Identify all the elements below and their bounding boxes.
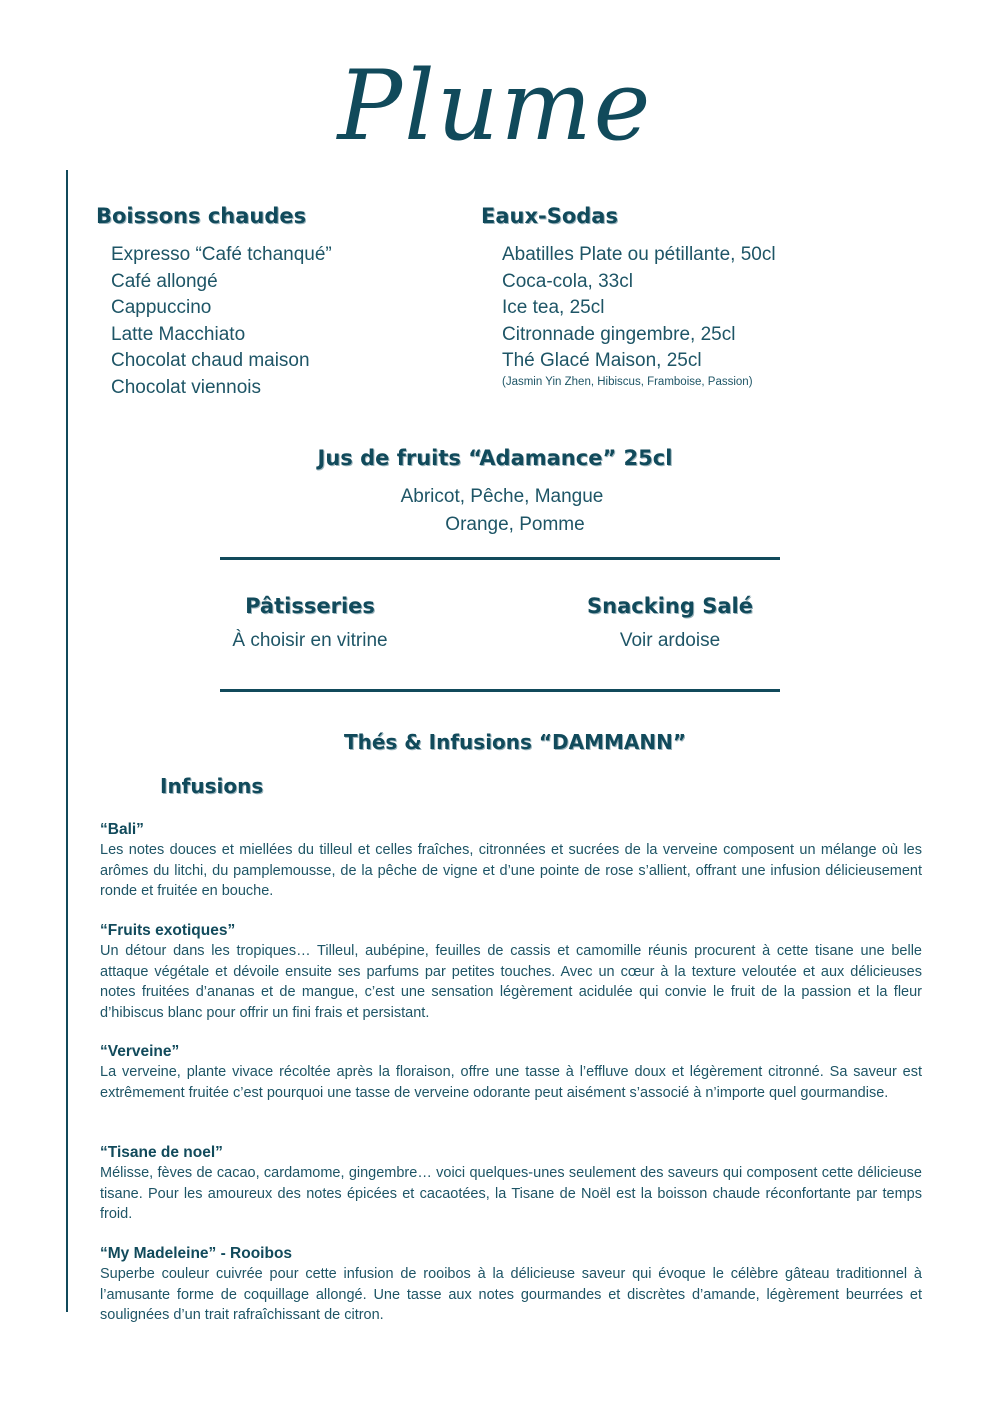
hot-drinks-title: Boissons chaudes <box>96 204 307 228</box>
infusion-description: Mélisse, fèves de cacao, cardamome, gingembre… voici quelques-unes seulement des saveurs qui composent cette délicieuse tisane. Pour les amoureux des notes épicées et cacaotées, la Tisane de Noël est la boisson chaude réconfortante par temps froid. <box>100 1165 922 1222</box>
sodas-list <box>481 242 901 389</box>
sodas-title: Eaux-Sodas <box>481 204 618 228</box>
list-item: Citronnade gingembre, 25cl <box>502 323 736 345</box>
infusion-description: Superbe couleur cuivrée pour cette infusion de rooibos à la délicieuse saveur qui évoque le célèbre gâteau traditionnel à l’amusante forme de coquillage allongé. Une tasse aux notes gourmandes et discrètes d’amande, légèrement beurrées et soulignées d’un trait rafraîchissant de citron. <box>100 1266 922 1323</box>
list-item: Latte Macchiato <box>111 323 246 345</box>
list-item: Abatilles Plate ou pétillante, 50cl <box>502 244 776 265</box>
list-item: Expresso “Café tchanqué” <box>111 244 332 265</box>
list-item: Thé Glacé Maison, 25cl <box>502 350 702 371</box>
infusion-name: “My Madeleine” - Rooibos <box>100 1245 293 1262</box>
hot-drinks-section <box>96 204 456 401</box>
pastries-title: Pâtisseries <box>245 594 375 618</box>
hot-drinks-list <box>96 242 456 401</box>
list-item: Coca-cola, 33cl <box>502 270 633 292</box>
list-item: Café allongé <box>111 270 218 292</box>
list-item: Cappuccino <box>111 297 212 318</box>
infusion-name: “Fruits exotiques” <box>100 922 236 939</box>
infusion-fruits-exotiques <box>100 922 922 1023</box>
list-item: Chocolat viennois <box>111 376 261 398</box>
teas-title: Thés & Infusions “DAMMANN” <box>343 730 687 754</box>
brand-logo: Plume <box>337 50 653 162</box>
iced-tea-flavours-note: (Jasmin Yin Zhen, Hibiscus, Framboise, Passion) <box>502 375 753 388</box>
juices-title: Jus de fruits “Adamance” 25cl <box>317 446 673 470</box>
juices-line-1: Abricot, Pêche, Mangue <box>400 486 604 507</box>
infusion-verveine <box>100 1043 922 1103</box>
list-item: Chocolat chaud maison <box>111 350 310 371</box>
infusion-my-madeleine <box>100 1245 922 1326</box>
sodas-section <box>481 204 901 389</box>
infusion-description: Les notes douces et miellées du tilleul et celles fraîches, citronnées et sucrées de la verveine composent un mélange où les arômes du litchi, du pamplemousse, de la pêche de vigne et d’une pointe de rose s’allient, offrant une infusion délicieusement ronde et fruitée en bouche. <box>100 842 922 899</box>
list-item: Ice tea, 25cl <box>502 297 605 318</box>
juices-line-2: Orange, Pomme <box>445 514 585 535</box>
infusion-name: “Tisane de noel” <box>100 1144 223 1161</box>
snacking-section <box>560 594 780 652</box>
infusion-bali <box>100 821 922 902</box>
infusion-tisane-de-noel <box>100 1144 922 1225</box>
pastries-section <box>210 594 410 652</box>
snacking-text: Voir ardoise <box>619 630 721 651</box>
divider-top <box>220 557 780 560</box>
infusion-description: La verveine, plante vivace récoltée après la floraison, offre une tasse à l’effluve doux et légèrement citronné. Sa saveur est extrêmement fruitée c’est pourquoi une tasse de verveine odorante peut aisément s’associé à n’importe quel gourmandise. <box>100 1064 922 1101</box>
infusions-subtitle: Infusions <box>160 774 264 798</box>
pastries-text: À choisir en vitrine <box>232 630 388 651</box>
infusion-name: “Bali” <box>100 821 144 838</box>
infusion-name: “Verveine” <box>100 1043 180 1060</box>
divider-bottom <box>220 689 780 692</box>
infusion-description: Un détour dans les tropiques… Tilleul, aubépine, feuilles de cassis et camomille réunis procurent à cette tisane une belle attaque végétale et dévoile ensuite ses parfums par petites touches. Avec un cœur à la texture veloutée et aux délicieuses notes fruitées d’ananas et de mangue, c’est une sensation légèrement acidulée qui convie le fruit de la passion et la fleur d’hibiscus blanc pour offrir un fini frais et persistant. <box>100 943 922 1021</box>
snacking-title: Snacking Salé <box>587 594 753 618</box>
